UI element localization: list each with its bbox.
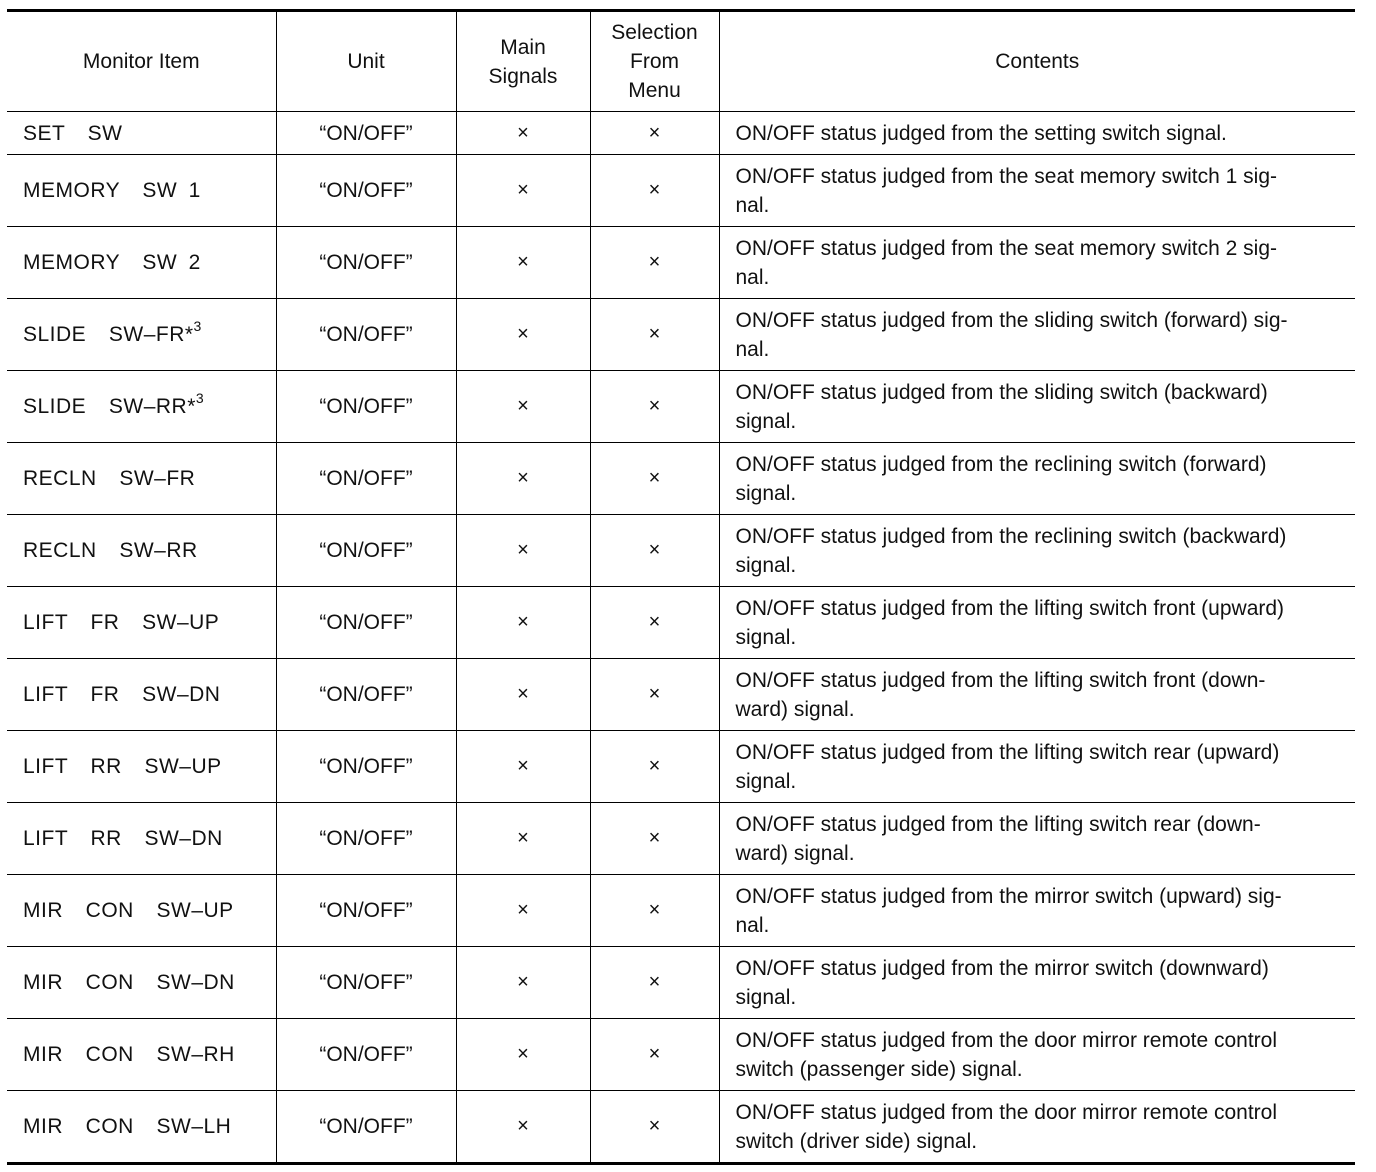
unit-cell: “ON/OFF” xyxy=(276,155,456,227)
contents-cell: ON/OFF status judged from the seat memory switch 2 sig- nal. xyxy=(719,227,1355,299)
monitor-item-cell: MIR CON SW–UP xyxy=(7,875,276,947)
unit-cell: “ON/OFF” xyxy=(276,227,456,299)
header-unit: Unit xyxy=(276,11,456,112)
monitor-item-cell: SLIDE SW–RR*$^3$ xyxy=(7,371,276,443)
contents-cell: ON/OFF status judged from the door mirror remote control switch (passenger side) signal. xyxy=(719,1019,1355,1091)
contents-cell: ON/OFF status judged from the seat memory switch 1 sig- nal. xyxy=(719,155,1355,227)
contents-cell: ON/OFF status judged from the sliding switch (backward) signal. xyxy=(719,371,1355,443)
monitor-item-cell: MIR CON SW–DN xyxy=(7,947,276,1019)
selection-cell: × xyxy=(590,443,719,515)
main-signals-cell: × xyxy=(456,1091,590,1164)
header-main-signals: Main Signals xyxy=(456,11,590,112)
selection-cell: × xyxy=(590,227,719,299)
selection-cell: × xyxy=(590,112,719,155)
table-row xyxy=(7,155,1355,227)
monitor-item-table xyxy=(7,9,1355,1165)
main-signals-cell: × xyxy=(456,155,590,227)
contents-cell: ON/OFF status judged from the lifting switch front (down- ward) signal. xyxy=(719,659,1355,731)
monitor-item-cell: MIR CON SW–LH xyxy=(7,1091,276,1164)
monitor-item-cell: SLIDE SW–FR*$^3$ xyxy=(7,299,276,371)
monitor-item-cell: LIFT FR SW–DN xyxy=(7,659,276,731)
unit-cell: “ON/OFF” xyxy=(276,1019,456,1091)
contents-cell: ON/OFF status judged from the door mirror remote control switch (driver side) signal. xyxy=(719,1091,1355,1164)
table-row xyxy=(7,875,1355,947)
main-signals-cell: × xyxy=(456,299,590,371)
unit-cell: “ON/OFF” xyxy=(276,112,456,155)
unit-cell: “ON/OFF” xyxy=(276,803,456,875)
header-row xyxy=(7,11,1355,112)
table-row xyxy=(7,112,1355,155)
selection-cell: × xyxy=(590,1091,719,1164)
main-signals-cell: × xyxy=(456,587,590,659)
contents-cell: ON/OFF status judged from the sliding switch (forward) sig- nal. xyxy=(719,299,1355,371)
selection-cell: × xyxy=(590,659,719,731)
selection-cell: × xyxy=(590,731,719,803)
monitor-item-cell: SET SW xyxy=(7,112,276,155)
main-signals-cell: × xyxy=(456,1019,590,1091)
unit-cell: “ON/OFF” xyxy=(276,515,456,587)
unit-cell: “ON/OFF” xyxy=(276,299,456,371)
table-row xyxy=(7,515,1355,587)
contents-cell: ON/OFF status judged from the lifting switch rear (upward) signal. xyxy=(719,731,1355,803)
table-body xyxy=(7,112,1355,1164)
contents-cell: ON/OFF status judged from the lifting switch rear (down- ward) signal. xyxy=(719,803,1355,875)
main-signals-cell: × xyxy=(456,443,590,515)
table-row xyxy=(7,443,1355,515)
monitor-item-cell: MIR CON SW–RH xyxy=(7,1019,276,1091)
table-row xyxy=(7,299,1355,371)
monitor-item-cell: MEMORY SW 1 xyxy=(7,155,276,227)
contents-cell: ON/OFF status judged from the mirror switch (upward) sig- nal. xyxy=(719,875,1355,947)
table-row xyxy=(7,587,1355,659)
selection-cell: × xyxy=(590,371,719,443)
monitor-item-cell: RECLN SW–RR xyxy=(7,515,276,587)
table-row xyxy=(7,227,1355,299)
main-signals-cell: × xyxy=(456,659,590,731)
unit-cell: “ON/OFF” xyxy=(276,947,456,1019)
selection-cell: × xyxy=(590,875,719,947)
contents-cell: ON/OFF status judged from the reclining switch (forward) signal. xyxy=(719,443,1355,515)
monitor-item-cell: LIFT RR SW–UP xyxy=(7,731,276,803)
contents-cell: ON/OFF status judged from the mirror switch (downward) signal. xyxy=(719,947,1355,1019)
table-header xyxy=(7,11,1355,112)
unit-cell: “ON/OFF” xyxy=(276,731,456,803)
unit-cell: “ON/OFF” xyxy=(276,443,456,515)
monitor-item-cell: RECLN SW–FR xyxy=(7,443,276,515)
monitor-item-cell: MEMORY SW 2 xyxy=(7,227,276,299)
selection-cell: × xyxy=(590,1019,719,1091)
unit-cell: “ON/OFF” xyxy=(276,875,456,947)
unit-cell: “ON/OFF” xyxy=(276,371,456,443)
contents-cell: ON/OFF status judged from the lifting switch front (upward) signal. xyxy=(719,587,1355,659)
table-row xyxy=(7,731,1355,803)
main-signals-cell: × xyxy=(456,947,590,1019)
contents-cell: ON/OFF status judged from the reclining switch (backward) signal. xyxy=(719,515,1355,587)
main-signals-cell: × xyxy=(456,875,590,947)
unit-cell: “ON/OFF” xyxy=(276,587,456,659)
table-row xyxy=(7,371,1355,443)
selection-cell: × xyxy=(590,803,719,875)
selection-cell: × xyxy=(590,155,719,227)
main-signals-cell: × xyxy=(456,515,590,587)
unit-cell: “ON/OFF” xyxy=(276,1091,456,1164)
monitor-item-cell: LIFT RR SW–DN xyxy=(7,803,276,875)
main-signals-cell: × xyxy=(456,371,590,443)
selection-cell: × xyxy=(590,587,719,659)
monitor-item-cell: LIFT FR SW–UP xyxy=(7,587,276,659)
main-signals-cell: × xyxy=(456,227,590,299)
header-selection-from-menu: Selection From Menu xyxy=(590,11,719,112)
table-row xyxy=(7,947,1355,1019)
selection-cell: × xyxy=(590,515,719,587)
header-monitor-item: Monitor Item xyxy=(7,11,276,112)
contents-cell: ON/OFF status judged from the setting switch signal. xyxy=(719,112,1355,155)
selection-cell: × xyxy=(590,299,719,371)
selection-cell: × xyxy=(590,947,719,1019)
table-row xyxy=(7,803,1355,875)
table-row xyxy=(7,1091,1355,1164)
main-signals-cell: × xyxy=(456,112,590,155)
table-row xyxy=(7,659,1355,731)
unit-cell: “ON/OFF” xyxy=(276,659,456,731)
header-contents: Contents xyxy=(719,11,1355,112)
table-row xyxy=(7,1019,1355,1091)
main-signals-cell: × xyxy=(456,731,590,803)
main-signals-cell: × xyxy=(456,803,590,875)
